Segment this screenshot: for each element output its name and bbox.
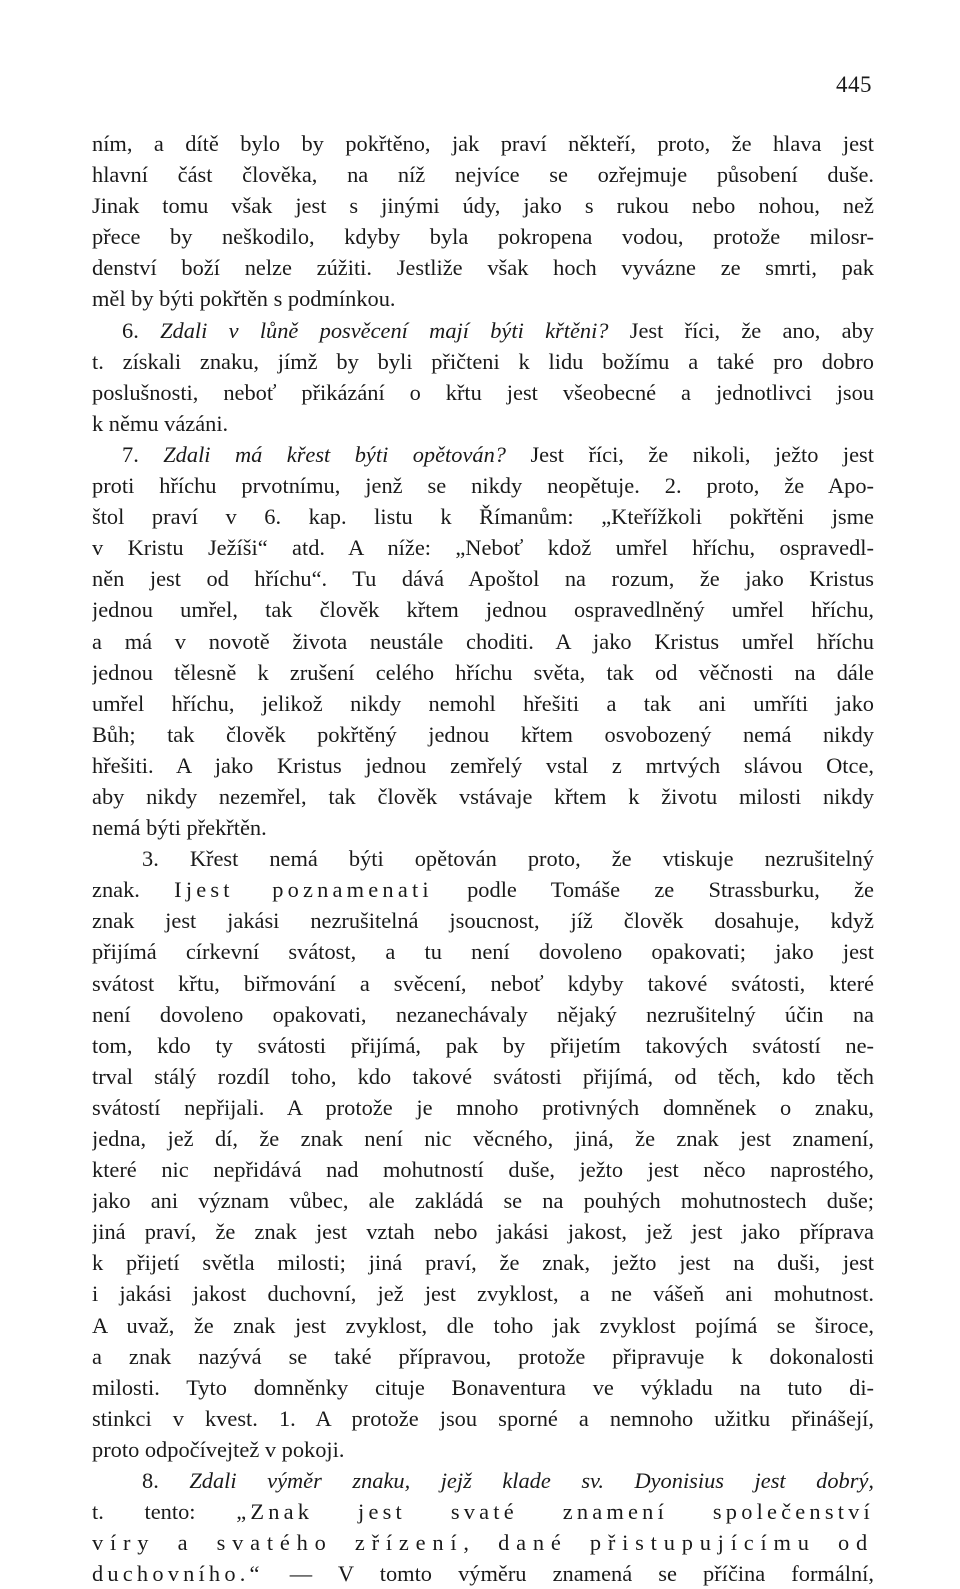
text-line: a má v novotě života neustále choditi. A jako Kristus umřel hříchu: [92, 628, 874, 654]
text-line: stinkci v kvest. 1. A protože jsou sporné a nemnoho užitku přinášejí,: [92, 1405, 874, 1431]
text-line: jednou tělesně k zrušení celého hříchu světa, tak od věčnosti na dále: [92, 659, 874, 685]
spaced-emphasis-line: t. tento: „Znak jest svaté znamení společenství: [92, 1499, 874, 1525]
text-line: svátost křtu, biřmování a svěcení, neboť kdyby takové svátosti, které: [92, 970, 874, 996]
text-line: přece by neškodilo, kdyby byla pokropena vodou, protože milosr-: [92, 224, 874, 250]
text-line: proto odpočívejtež v pokoji.: [92, 1436, 345, 1462]
question-text: Zdali v lůně posvěcení mají býti křtěni?: [160, 317, 609, 343]
text-line: přijímá církevní svátost, a tu není dovoleno opakovati; jako jest: [92, 939, 874, 965]
question-line: [92, 439, 874, 470]
text-line: t. získali znaku, jímž by byli přičteni k lidu božímu a také pro dobro: [92, 348, 874, 374]
text-line: štol praví v 6. kap. listu k Římanům: „Kteřížkoli pokřtěni jsme: [92, 504, 874, 530]
text-line: nemá býti překřtěn.: [92, 815, 267, 841]
answer-text: Jest říci, že ano, aby: [629, 317, 874, 343]
text-line: umřel hříchu, jelikož nikdy nemohl hřešiti a tak ani umříti jako: [92, 690, 874, 716]
answer-text: Jest říci, že nikoli, ježto jest: [530, 441, 874, 467]
page-number: 445: [836, 72, 872, 97]
paragraph-start-line: 3. Křest nemá býti opětován proto, že vtiskuje nezrušitelný: [142, 846, 874, 872]
text-line: které nic nepřidává nad mohutností duše, ježto jest něco naprostého,: [92, 1157, 874, 1183]
question-line: [92, 1465, 874, 1496]
spaced-emphasis-line: duchovního.“ — V tomto výměru znamená se příčina formální,: [92, 1561, 874, 1587]
text-line: proti hříchu prvotnímu, jenž se nikdy neopětuje. 2. proto, že Apo-: [92, 473, 874, 499]
text-line: trval stálý rozdíl toho, kdo takové svátosti přijímá, od těch, kdo těch: [92, 1063, 874, 1089]
text-line: aby nikdy nezemřel, tak člověk vstávaje křtem k životu milosti nikdy: [92, 783, 874, 809]
spaced-emphasis: duchovního.“: [92, 1561, 264, 1587]
text-line: svátostí nepřijali. A protože je mnoho protivných domněnek o znaku,: [92, 1094, 874, 1120]
spaced-emphasis-line: [92, 1527, 874, 1558]
spaced-emphasis: víry a svatého zřízení, dané přistupujícímu od: [92, 1530, 874, 1556]
text-line: a znak nazývá se také přípravou, protože připravuje k dokonalosti: [92, 1343, 874, 1369]
spaced-emphasis-line: znak. Ijest poznamenati podle Tomáše ze Strassburku, že: [92, 877, 874, 903]
text-line: k přijetí světla milosti; jiná praví, že znak, ježto jest na duši, jest: [92, 1250, 874, 1276]
text-line: hlavní část člověka, na níž nejvíce se ozřejmuje působení duše.: [92, 162, 874, 188]
text-line: milosti. Tyto domněnky cituje Bonaventura ve výkladu na tuto di-: [92, 1374, 874, 1400]
text-line: ním, a dítě bylo by pokřtěno, jak praví někteří, proto, že hlava jest: [92, 131, 874, 156]
text-line: k němu vázáni.: [92, 410, 229, 436]
question-number: 6.: [122, 317, 139, 343]
text-line: něn jest od hříchu“. Tu dává Apoštol na rozum, že jako Kristus: [92, 566, 874, 592]
question-text: Zdali výměr znaku, jejž klade sv. Dyonisius jest dobrý,: [189, 1468, 874, 1494]
text-line: jednou umřel, tak člověk křtem jednou ospravedlněný umřel hříchu,: [92, 597, 874, 623]
question-number: 7.: [122, 441, 139, 467]
text-line: v Kristu Ježíši“ atd. A níže: „Neboť kdož umřel hříchu, ospravedl-: [92, 535, 874, 561]
text-line: Jinak tomu však jest s jinými údy, jako s rukou nebo nohou, než: [92, 193, 874, 219]
text-line: není dovoleno opakovati, nezanechávaly nějaký nezrušitelný účin na: [92, 1001, 874, 1027]
text-line: Bůh; tak člověk pokřtěný jednou křtem osvobozený nemá nikdy: [92, 721, 874, 747]
text-line: denství boží nelze zúžiti. Jestliže však hoch vyvázne ze smrti, pak: [92, 255, 874, 281]
text-line: znak jest jakási nezrušitelná jsoucnost, jíž člověk dosahuje, když: [92, 908, 874, 934]
text-line: tom, kdo ty svátosti přijímá, pak by přijetím takových svátostí ne-: [92, 1032, 874, 1058]
text-line: hřešiti. A jako Kristus jednou zemřelý vstal z mrtvých slávou Otce,: [92, 752, 874, 778]
body-text: [92, 128, 874, 1589]
spaced-emphasis: Ijest poznamenati: [174, 877, 433, 903]
text-line: poslušnosti, neboť přikázání o křtu jest všeobecné a jednotlivci jsou: [92, 379, 874, 405]
text-line: i jakási jakost duchovní, jež jest zvyklost, a ne vášeň ani mohutnost.: [92, 1281, 874, 1307]
text-line: měl by býti pokřtěn s podmínkou.: [92, 286, 396, 312]
question-text: Zdali má křest býti opětován?: [163, 441, 506, 467]
text-line: jako ani význam vůbec, ale zakládá se na pouhých mohutnostech duše;: [92, 1188, 874, 1214]
text-line: A uvaž, že znak jest zvyklost, dle toho jak zvyklost pojímá se široce,: [92, 1312, 874, 1338]
spaced-emphasis: „Znak jest svaté znamení společenství: [236, 1499, 874, 1525]
question-number: 8.: [142, 1468, 159, 1494]
text-line: jiná praví, že znak jest vztah nebo jakási jakost, jež jest jako příprava: [92, 1219, 874, 1245]
question-line: [92, 315, 874, 346]
text-line: jedna, jež dí, že znak není nic věcného, jiná, že znak jest znamení,: [92, 1126, 874, 1151]
